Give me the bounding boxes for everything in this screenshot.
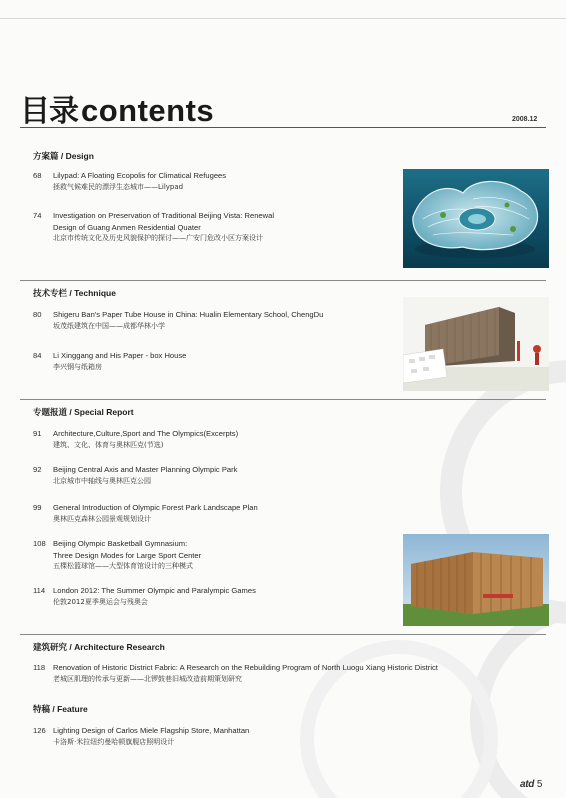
entry-title-cn: 北京市传统文化及历史风貌保护的探讨——广安门危改小区方案设计 bbox=[53, 234, 263, 242]
entry-title-cn: 卡洛斯·米拉纽约曼哈顿旗舰店照明设计 bbox=[53, 737, 175, 746]
title-english: contents bbox=[81, 93, 215, 128]
lilypad-rendering-image bbox=[403, 169, 549, 268]
entry-title-en: Beijing Central Axis and Master Planning Olympic Park bbox=[53, 465, 238, 474]
page-number-footer: 5 bbox=[536, 779, 543, 790]
page-number: 92 bbox=[33, 465, 42, 474]
entry-title-cn: 拯救气候难民的漂浮生态城市——Lilypad bbox=[53, 182, 184, 191]
page-number: 84 bbox=[33, 351, 42, 360]
entry-title-cn: 北京城市中轴线与奥林匹克公园 bbox=[53, 476, 151, 485]
page-number: 118 bbox=[33, 663, 46, 672]
title-rule bbox=[20, 127, 546, 128]
section-head-feature: 特稿 / Feature bbox=[33, 704, 88, 714]
entry-title-cn: 五棵松篮球馆——大型体育馆设计的三种模式 bbox=[53, 562, 193, 570]
magazine-logo: atd bbox=[520, 779, 535, 790]
basketball-gymnasium-image bbox=[403, 534, 549, 626]
section-rule bbox=[20, 634, 546, 635]
section-head-technique: 技术专栏 / Technique bbox=[33, 288, 116, 298]
page-number: 68 bbox=[33, 171, 42, 180]
section-rule bbox=[20, 280, 546, 281]
page-number: 74 bbox=[33, 211, 42, 220]
issue-date: 2008.12 bbox=[512, 116, 538, 123]
entry-title-en-line1: Beijing Olympic Basketball Gymnasium: bbox=[53, 539, 188, 548]
page-number: 80 bbox=[33, 310, 42, 319]
top-rule bbox=[0, 0, 566, 19]
entry-title-en: Lilypad: A Floating Ecopolis for Climatical Refugees bbox=[53, 171, 227, 180]
page-number: 126 bbox=[33, 726, 46, 735]
entry-title-cn: 坂茂纸建筑在中国——成都华林小学 bbox=[53, 321, 165, 330]
entry-title-en-line1: Investigation on Preservation of Traditional Beijing Vista: Renewal bbox=[53, 211, 275, 220]
section-head-architecture-research: 建筑研究 / Architecture Research bbox=[33, 642, 165, 652]
page-number: 99 bbox=[33, 503, 42, 512]
entry-title-cn: 建筑、文化、体育与奥林匹克(节选) bbox=[53, 440, 164, 449]
entry-title-en: London 2012: The Summer Olympic and Paralympic Games bbox=[53, 586, 256, 595]
title-chinese: 目录 bbox=[20, 94, 78, 129]
section-rule bbox=[20, 399, 546, 400]
section-head-special-report: 专题报道 / Special Report bbox=[33, 407, 134, 417]
page-number: 114 bbox=[33, 586, 46, 595]
page-title bbox=[20, 86, 214, 130]
entry-title-cn: 奥林匹克森林公园景观规划设计 bbox=[53, 514, 151, 523]
entry-title-en: Shigeru Ban's Paper Tube House in China: Hualin Elementary School, ChengDu bbox=[53, 310, 324, 319]
entry-title-cn: 李兴钢与纸箱房 bbox=[53, 362, 102, 371]
entry-title-en: Li Xinggang and His Paper - box House bbox=[53, 351, 187, 360]
entry-title-en-line2: Design of Guang Anmen Residential Quater bbox=[53, 222, 201, 232]
section-head-design: 方案篇 / Design bbox=[33, 151, 94, 161]
entry-title-en: General Introduction of Olympic Forest Park Landscape Plan bbox=[53, 503, 258, 512]
entry-title-en: Lighting Design of Carlos Miele Flagship Store, Manhattan bbox=[53, 726, 250, 735]
entry-title-en-line2: Three Design Modes for Large Sport Center bbox=[53, 550, 202, 560]
paper-tube-school-image bbox=[403, 297, 549, 391]
entry-title-en: Renovation of Historic District Fabric: A Research on the Rebuilding Program of North Luogu Xiang Historic District bbox=[53, 663, 438, 672]
entry-title-en: Architecture,Culture,Sport and The Olympics(Excerpts) bbox=[53, 429, 239, 438]
page-number: 108 bbox=[33, 539, 46, 548]
page-footer bbox=[520, 779, 542, 790]
entry-title-cn: 伦敦2012夏季奥运会与残奥会 bbox=[53, 597, 148, 606]
page-number: 91 bbox=[33, 429, 42, 438]
entry-title-cn: 老城区肌理的传承与更新——北锣鼓巷旧城改造前期策划研究 bbox=[53, 674, 242, 683]
